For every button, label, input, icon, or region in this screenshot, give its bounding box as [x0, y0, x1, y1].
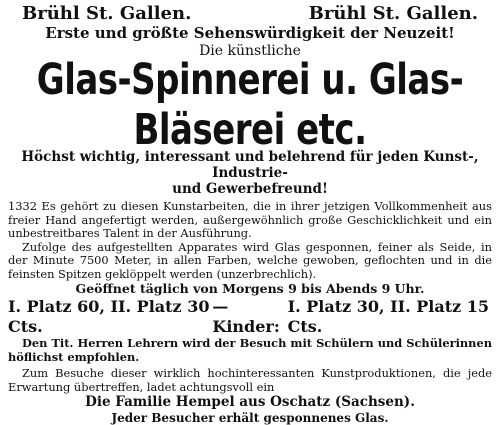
ad-number: 1332	[8, 199, 37, 213]
header-location-left: Brühl St. Gallen.	[22, 3, 192, 24]
teacher-notice: Den Tit. Herren Lehrern wird der Besuch mit Schülern und Schülerinnen höflichst empfohlen.	[8, 336, 492, 364]
subtitle: Erste und größte Sehenswürdigkeit der Neuzeit!	[45, 24, 455, 42]
price-line	[8, 297, 492, 337]
price-children-label: — Kinder:	[212, 297, 280, 336]
price-children: I. Platz 30, II. Platz 15 Cts.	[287, 297, 490, 336]
invitation-text: Zum Besuche dieser wirklich hochinteressanten Kunstproduktionen, die jede Erwartung übertreffen, ladet achtungsvoll ein	[8, 366, 492, 394]
signature: Die Familie Hempel aus Oschatz (Sachsen).	[85, 394, 415, 410]
paragraph-1-text: Es gehört zu diesen Kunstarbeiten, die in ihrer jetzigen Vollkommenheit aus freier Hand angefertigt werden, außergewöhnlich große Geschicklichkeit und ein unbestreitbares Talent in der Ausführung.	[8, 199, 492, 240]
tagline-line-1: Höchst wichtig, interessant und belehrend für jeden Kunst-, Industrie-	[21, 149, 479, 181]
headline: Glas-Spinnerei u. Glas-Bläserei etc.	[36, 55, 464, 155]
header-row	[8, 4, 492, 24]
tagline-line-2: und Gewerbefreund!	[172, 181, 328, 197]
footer-line: Jeder Besucher erhält gesponnenes Glas.	[111, 411, 389, 425]
price-adults: I. Platz 60, II. Platz 30 Cts.	[8, 297, 210, 336]
opening-hours: Geöffnet täglich von Morgens 9 bis Abends 9 Uhr.	[75, 281, 425, 296]
intro-text: Die künstliche	[199, 43, 301, 59]
header-location-right: Brühl St. Gallen.	[308, 3, 478, 24]
body-text	[8, 200, 492, 281]
paragraph-1	[8, 200, 492, 241]
paragraph-2: Zufolge des aufgestellten Apparates wird Glas gesponnen, feiner als Seide, in der Minute 7500 Meter, in allen Farben, welche gewoben, geflochten und in die feinsten Spitzen geklöppelt werden (unzerbrechlich).	[8, 239, 492, 281]
